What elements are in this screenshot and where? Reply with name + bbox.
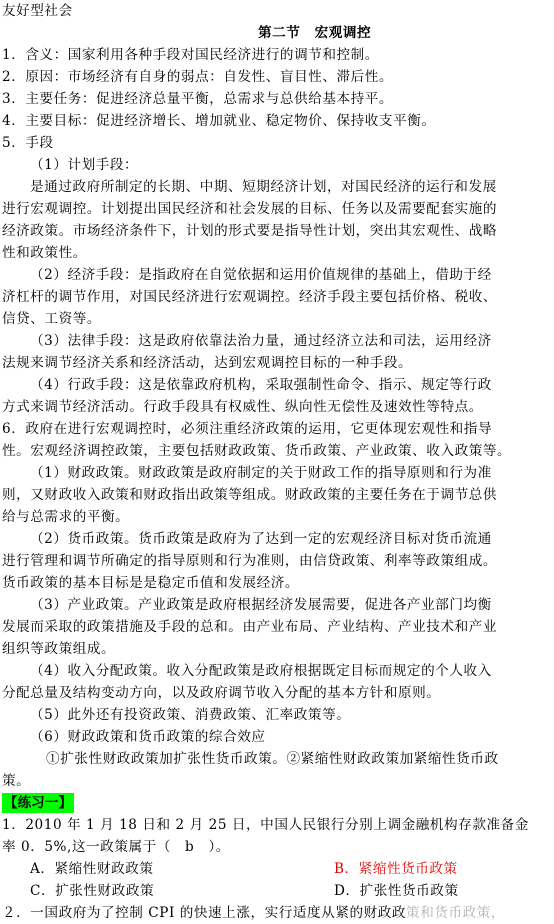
means-text: 经济政策。市场经济条件下，计划的形式要是指导性计划，突出其宏观性、战略: [2, 223, 498, 239]
q2-stem-faded: 策和货币政策，: [406, 905, 506, 921]
q1-stem: 率 0．5%,这一政策属于（ b ）。: [2, 839, 230, 855]
policy-combined: （6）财政政策和货币政策的综合效应: [30, 729, 266, 745]
practice-heading-row: [2, 792, 554, 814]
means-economic: （2）经济手段：是指政府在自觉依据和运用价值规律的基础上，借助于经: [30, 267, 492, 283]
means-text: 性和政策性。: [2, 245, 87, 261]
policy-text: 进行管理和调节所确定的指导原则和行为准则，由信贷政策、利率等政策组成。: [2, 553, 498, 569]
means-text: 方式来调节经济活动。行政手段具有权威性、纵向性无偿性及速效性等特点。: [2, 399, 483, 415]
means-text: 法规来调节经济关系和经济活动，达到宏观调控目标的一种手段。: [2, 355, 413, 371]
policy-intro: 6．政府在进行宏观调控时，必须注重经济政策的运用，它更体现宏观性和指导: [2, 421, 493, 437]
means-text: 是通过政府所制定的长期、中期、短期经济计划，对国民经济的运行和发展: [30, 179, 497, 195]
means-plan-title: （1）计划手段：: [30, 157, 139, 173]
item-definition: 1．含义：国家利用各种手段对国民经济进行的调节和控制。: [2, 47, 379, 63]
policy-monetary: （2）货币政策。货币政策是政府为了达到一定的宏观经济目标对货币流通: [30, 531, 492, 547]
policy-text: 货币政策的基本目标是是稳定币值和发展经济。: [2, 575, 300, 591]
item-task: 3．主要任务：促进经济总量平衡，总需求与总供给基本持平。: [2, 91, 394, 107]
q2-stem: [2, 902, 554, 924]
policy-text: ①扩张性财政政策加扩张性货币政策。②紧缩性财政政策加紧缩性货币政: [46, 751, 499, 767]
policy-text: 分配总量及结构变动方向，以及政府调节收入分配的基本方针和原则。: [2, 685, 441, 701]
top-line: 友好型社会: [2, 3, 73, 19]
policy-text: 给与总需求的平衡。: [2, 509, 130, 525]
q2-stem-main: ２．一国政府为了控制 CPI 的快速上涨，实行适度从紧的财政政: [2, 905, 407, 921]
item-goal: 4．主要目标：促进经济增长、增加就业、稳定物价、保持收支平衡。: [2, 113, 436, 129]
means-legal: （3）法律手段：这是政府依靠法治力量，通过经济立法和司法，运用经济: [30, 333, 492, 349]
policy-income: （4）收入分配政策。收入分配政策是政府根据既定目标而规定的个人收入: [30, 663, 492, 679]
item-reason: 2．原因：市场经济有自身的弱点：自发性、盲目性、滞后性。: [2, 69, 394, 85]
q1-option-d: D．扩张性货币政策: [334, 883, 459, 899]
practice-label: 【练习一】: [4, 795, 72, 811]
policy-text: 性。宏观经济调控政策，主要包括财政政策、货币政策、产业政策、收入政策等。: [2, 443, 512, 459]
means-text: 信贷、工资等。: [2, 311, 102, 327]
section-title: 第二节 宏观调控: [258, 25, 372, 41]
q1-option-b: B．紧缩性货币政策: [334, 861, 458, 877]
policy-text: 策。: [2, 773, 31, 789]
item-means: 5．手段: [2, 135, 54, 151]
policy-industrial: （3）产业政策。产业政策是政府根据经济发展需要，促进各产业部门均衡: [30, 597, 492, 613]
q1-option-c: C．扩张性财政政策: [30, 883, 155, 899]
q1-option-a: A．紧缩性财政政策: [30, 861, 154, 877]
policy-text: 组织等政策组成。: [2, 641, 116, 657]
policy-text: 则，又财政收入政策和财政指出政策等组成。财政政策的主要任务在于调节总供: [2, 487, 498, 503]
policy-fiscal: （1）财政政策。财政政策是政府制定的关于财政工作的指导原则和行为准: [30, 465, 492, 481]
policy-other: （5）此外还有投资政策、消费政策、汇率政策等。: [30, 707, 351, 723]
means-administrative: （4）行政手段：这是依靠政府机构，采取强制性命令、指示、规定等行政: [30, 377, 492, 393]
policy-text: 发展而采取的政策措施及手段的总和。由产业布局、产业结构、产业技术和产业: [2, 619, 498, 635]
means-text: 进行宏观调控。计划提出国民经济和社会发展的目标、任务以及需要配套实施的: [2, 201, 498, 217]
means-text: 济杠杆的调节作用，对国民经济进行宏观调控。经济手段主要包括价格、税收、: [2, 289, 498, 305]
q1-stem: 1．2010 年 1 月 18 日和 2 月 25 日，中国人民银行分别上调金融机构存款准备金: [2, 817, 529, 833]
